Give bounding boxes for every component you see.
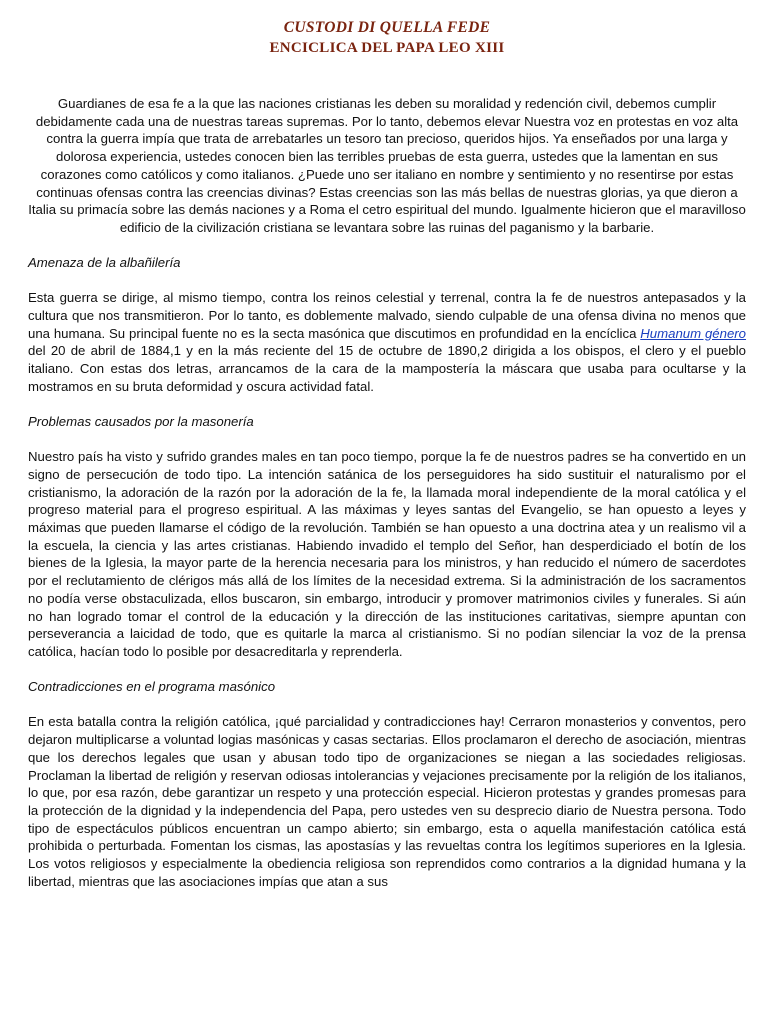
- intro-paragraph: Guardianes de esa fe a la que las naciones cristianas les deben su moralidad y redención civil, debemos cumplir debidamente cada una de nuestras tareas supremas. Por lo tanto, debemos elevar Nuestra voz en protestas en voz alta contra la guerra impía que trata de arrebatarles un tesoro tan precioso, queridos hijos. Ya enseñados por una larga y dolorosa experiencia, ustedes conocen bien las terribles pruebas de esta guerra, ustedes que la lamentan en sus corazones como católicos y como italianos. ¿Puede uno ser italiano en nombre y sentimiento y no resentirse por estas continuas ofensas contra las creencias divinas? Estas creencias son las más bellas de nuestras glorias, ya que dieron a Italia su primacía sobre las demás naciones y a Roma el cetro espiritual del mundo. Igualmente hicieron que el maravilloso edificio de la civilización cristiana se levantara sobre las ruinas del paganismo y la barbarie.: [28, 96, 746, 235]
- section-paragraph-contradicciones: En esta batalla contra la religión católica, ¡qué parcialidad y contradicciones hay! Cerraron monasterios y conventos, pero dejaron multiplicarse a voluntad logias masónicas y casas sectarias. Ellos proclamaron el derecho de asociación, mientras que los derechos legales que usan y abusan todo tipo de organizaciones se niegan a las sociedades religiosas. Proclaman la libertad de religión y reservan odiosas intolerancias y vejaciones precisamente por la religión de los italianos, lo que, por esa razón, debe garantizar un respeto y una protección especial. Hicieron protestas y grandes promesas para la protección de la dignidad y la independencia del Papa, pero ustedes ven su desprecio diario de Nuestra persona. Todo tipo de espectáculos públicos encuentran un campo abierto; sin embargo, esta o aquella manifestación católica está prohibida o perturbada. Fomentan los cismas, las apostasías y las revueltas contra los legítimos superiores en la Iglesia. Los votos religiosos y especialmente la obediencia religiosa son reprendidos como contrarios a la dignidad humana y la libertad, mientras que las asociaciones impías que atan a sus: [28, 714, 746, 889]
- humanum-genero-link[interactable]: Humanum género: [640, 325, 747, 341]
- paragraph-text-part: del 20 de abril de 1884,1 y en la más reciente del 15 de octubre de 1890,2 dirigida a los obispos, el clero y el pueblo italiano. Con estas dos letras, arrancamos de la cara de la mampostería la máscara que usaba para ocultarse y la mostramos en su bruta deformidad y oscura actividad fatal.: [28, 343, 746, 394]
- section-paragraph-amenaza: [28, 289, 746, 395]
- section-heading-problemas: Problemas causados por la masonería: [28, 413, 254, 429]
- paragraph-text-part: Esta guerra se dirige, al mismo tiempo, contra los reinos celestial y terrenal, contra la fe de nuestros antepasados y la cultura que nos transmitieron. Por lo tanto, es doblemente malvado, siendo culpable de una ofensa divina no menos que una humana. Su principal fuente no es la secta masónica que discutimos en profundidad en la encíclica: [28, 290, 746, 341]
- section-paragraph-problemas: Nuestro país ha visto y sufrido grandes males en tan poco tiempo, porque la fe de nuestros padres se ha convertido en un signo de persecución de todo tipo. La intención satánica de los perseguidores ha sido sustituir el naturalismo por el cristianismo, la adoración de la razón por la adoración de la fe, la llamada moral independiente de la moral católica y el progreso material para el progreso espiritual. A las máximas y leyes santas del Evangelio, se han opuesto a leyes y máximas que pueden llamarse el código de la revolución. También se han opuesto a una doctrina atea y un realismo vil a la escuela, la ciencia y las artes cristianas. Habiendo invadido el templo del Señor, han desperdiciado el botín de los bienes de la Iglesia, la mayor parte de la herencia necesaria para los ministros, y han reducido el número de sacerdotes por el reclutamiento de clérigos más allá de los límites de la necesidad extrema. Si la administración de los sacramentos no podía verse obstaculizada, ellos buscaron, sin embargo, introducir y promover matrimonios civiles y funerales. Si aún no han logrado tomar el control de la educación y la dirección de las instituciones caritativas, siempre apuntan con perseverancia a laicidad de todo, que es quitarle la marca al cristianismo. Si no podían silenciar la voz de la prensa católica, hacían todo lo posible por desacreditarla y reprenderla.: [28, 449, 746, 659]
- document-page: [28, 18, 746, 890]
- section-heading-contradicciones: Contradicciones en el programa masónico: [28, 678, 276, 694]
- section-heading-amenaza: Amenaza de la albañilería: [28, 254, 181, 270]
- document-title: CUSTODI DI QUELLA FEDE: [283, 19, 491, 36]
- document-subtitle: ENCICLICA DEL PAPA LEO XIII: [269, 40, 505, 56]
